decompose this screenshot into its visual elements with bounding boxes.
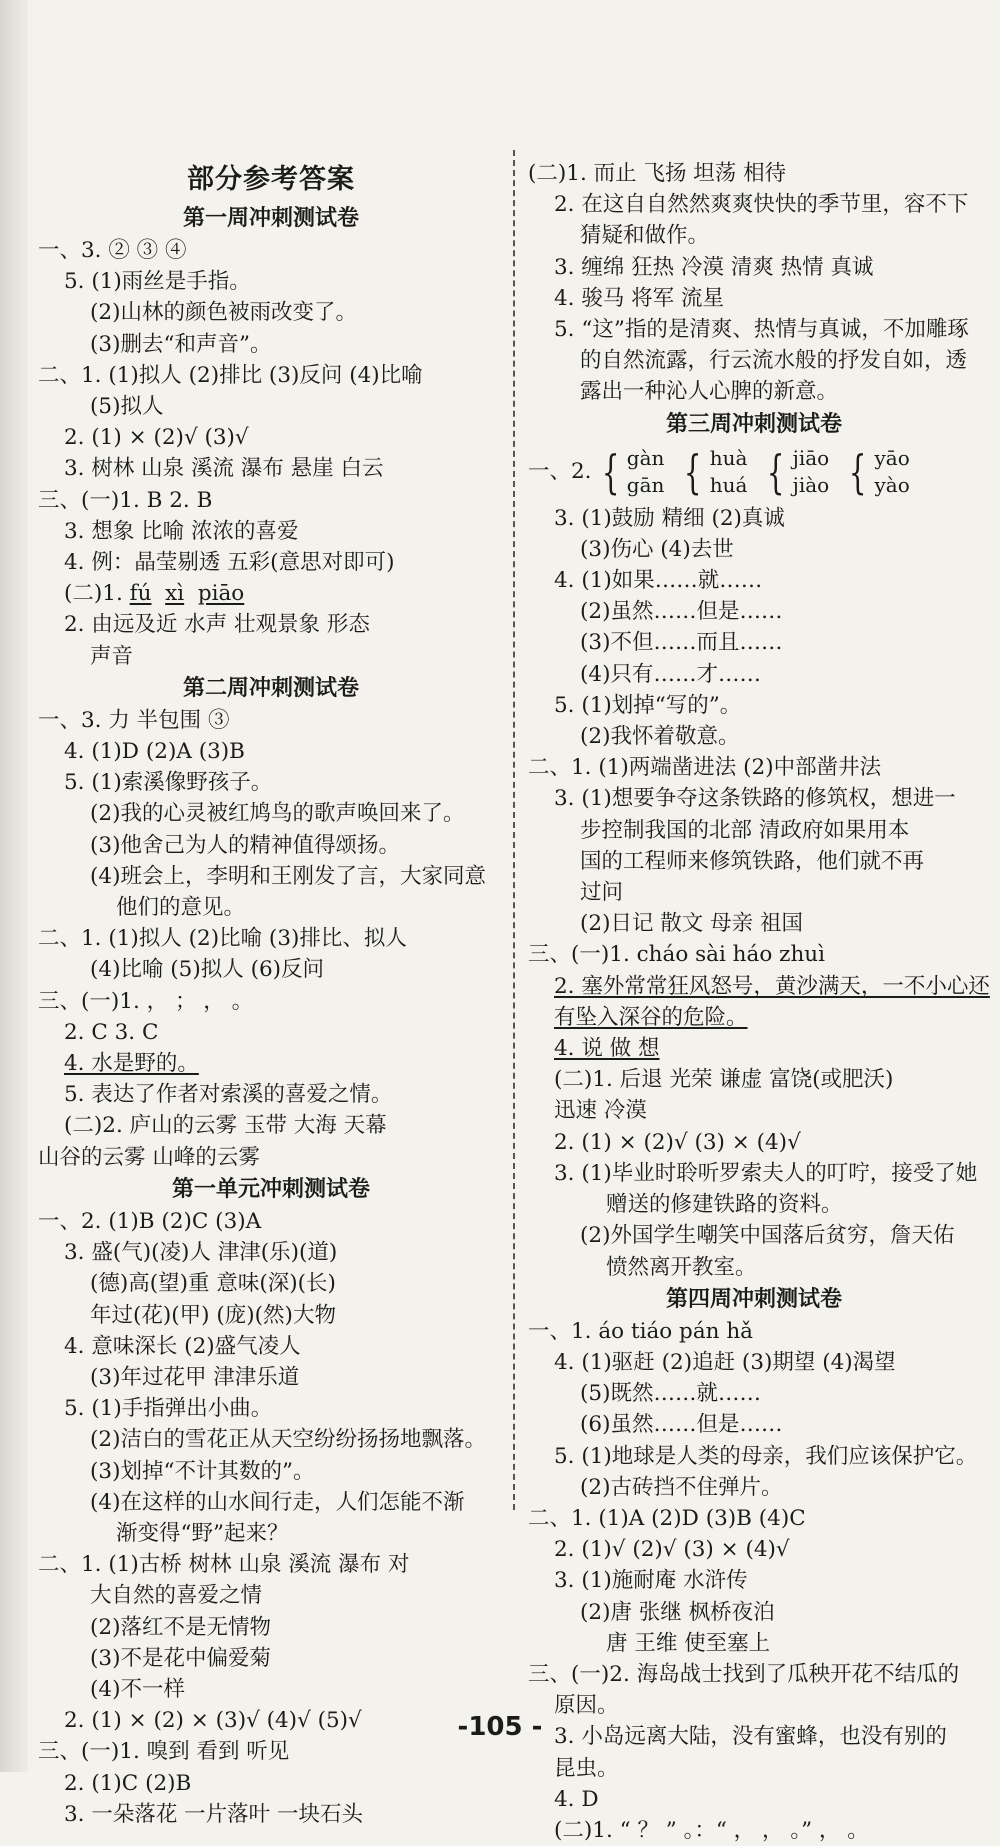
answer-line: (2)我的心灵被红鸠鸟的歌声唤回来了。	[90, 801, 465, 827]
pinyin-pair	[761, 445, 829, 499]
answer-line: (3)他舍己为人的精神值得颂扬。	[90, 832, 400, 858]
brace-icon: {	[767, 444, 785, 499]
pinyin-stack	[710, 445, 748, 499]
answer-line: 原因。	[554, 1693, 619, 1719]
answer-line: (4)比喻 (5)拟人 (6)反问	[90, 957, 325, 983]
pinyin: fú	[129, 581, 152, 607]
pinyin: huà	[709, 445, 748, 470]
pinyin-brace-row	[528, 441, 980, 503]
answer-line: (3)年过花甲 津津乐道	[90, 1364, 300, 1390]
answer-line: (6)虽然……但是……	[580, 1412, 783, 1438]
pinyin: xì	[165, 581, 185, 607]
answer-line: 3. (1)毕业时聆听罗索夫人的叮咛，接受了她	[554, 1160, 978, 1186]
page-title: 部分参考答案	[187, 164, 355, 195]
answer-line: (3)不是花中偏爱菊	[90, 1645, 271, 1671]
pinyin: yào	[874, 472, 910, 497]
answer-line: 3. 一朵落花 一片落叶 一块石头	[64, 1801, 364, 1827]
answer-line: 二、1. (1)拟人 (2)排比 (3)反问 (4)比喻	[38, 362, 423, 388]
underlined-answer: 2. 塞外常常狂风怒号，黄沙满天，一不小心还	[554, 973, 990, 999]
answer-line: 二、1. (1)拟人 (2)比喻 (3)排比、拟人	[38, 926, 407, 952]
answer-line: 5. (1)索溪像野孩子。	[64, 770, 273, 796]
answer-line: (2)外国学生嘲笑中国落后贫穷，詹天佑	[580, 1223, 955, 1249]
answer-line: 迅速 冷漠	[554, 1098, 647, 1124]
pinyin-pair	[678, 445, 747, 499]
answer-line: 三、(一)1. cháo sài háo zhuì	[528, 942, 826, 968]
answer-line: 4. (1)如果……就……	[554, 568, 763, 594]
answer-line: (二)2. 庐山的云雾 玉带 大海 天幕	[64, 1113, 387, 1139]
answer-line: 5. 表达了作者对索溪的喜爱之情。	[64, 1082, 393, 1108]
pinyin-answer-line	[38, 578, 504, 609]
answer-line: 年过(花)(甲) (庞)(然)大物	[90, 1302, 336, 1328]
answer-line: (3)删去“和声音”。	[90, 331, 272, 357]
answer-line: 4. 意味深长 (2)盛气凌人	[64, 1333, 301, 1359]
answer-line: 4. (1)D (2)A (3)B	[64, 739, 245, 765]
column-divider	[513, 150, 515, 1510]
answer-line: 的自然流露，行云流水般的抒发自如，透	[580, 348, 968, 374]
underlined-answer: 有坠入深谷的危险。	[554, 1004, 748, 1030]
answer-line: 2. (1) × (2)√ (3) × (4)√	[554, 1129, 801, 1155]
underlined-text: 4. 水是野的。	[64, 1051, 199, 1077]
answer-line: 猜疑和做作。	[580, 223, 710, 249]
brace-icon: {	[601, 444, 619, 499]
section-title-unit1: 第一单元冲刺测试卷	[171, 1176, 370, 1202]
answer-line: 5. (1)划掉“写的”。	[554, 692, 742, 718]
brace-icon: {	[849, 444, 867, 499]
answer-line: 3. 想象 比喻 浓浓的喜爱	[64, 518, 299, 544]
answer-line: 二、1. (1)古桥 树林 山泉 溪流 瀑布 对	[38, 1552, 410, 1578]
answer-line: 5. (1)雨丝是手指。	[64, 269, 251, 295]
pinyin: gàn	[626, 445, 665, 470]
section-title-week3: 第三周冲刺测试卷	[665, 411, 842, 437]
answer-line: 大自然的喜爱之情	[90, 1583, 263, 1609]
question-number: 一、2.	[528, 459, 592, 485]
answer-line: 露出一种沁人心脾的新意。	[580, 379, 839, 405]
answer-line: (2)我怀着敬意。	[580, 724, 740, 750]
answer-line: 二、1. (1)两端凿进法 (2)中部凿井法	[528, 755, 882, 781]
answer-line: 2. (1)C (2)B	[64, 1770, 192, 1796]
underlined-answer: 4. 说 做 想	[554, 1036, 660, 1062]
answer-line: 2. 由远及近 水声 壮观景象 形态	[64, 612, 370, 638]
pinyin: jiào	[792, 472, 830, 497]
section-title-week2: 第二周冲刺测试卷	[182, 675, 359, 701]
pinyin: huá	[709, 472, 748, 497]
answer-line: 昆虫。	[554, 1755, 619, 1781]
answer-line: 三、(一)2. 海岛战士找到了瓜秧开花不结瓜的	[528, 1661, 960, 1687]
section-title-week4: 第四周冲刺测试卷	[665, 1286, 842, 1312]
answer-line: 3. (1)鼓励 精细 (2)真诚	[554, 505, 785, 531]
answer-line: (2)洁白的雪花正从天空纷纷扬扬地飘落。	[90, 1427, 486, 1453]
answer-line: 2. (1)√ (2)√ (3) × (4)√	[554, 1537, 790, 1563]
answer-line: (4)不一样	[90, 1676, 185, 1702]
answer-line: (3)不但……而且……	[580, 630, 783, 656]
answer-line: 唐 王维 使至塞上	[606, 1630, 771, 1656]
answer-line: 一、3. ② ③ ④	[38, 238, 187, 263]
answer-line: 3. 小岛远离大陆，没有蜜蜂，也没有别的	[554, 1724, 947, 1750]
answer-line: 过问	[580, 880, 624, 906]
answer-line: 2. 在这自自然然爽爽快快的季节里，容不下	[554, 192, 969, 218]
answer-line: (3)伤心 (4)去世	[580, 536, 734, 562]
answer-line: 3. (1)想要争夺这条铁路的修筑权，想进一	[554, 786, 956, 812]
pinyin: gān	[626, 472, 665, 497]
answer-line: 三、(一)1. ， ； ， 。	[38, 988, 254, 1014]
answer-line: (5)既然……就……	[580, 1381, 761, 1407]
answer-line: 国的工程师来修筑铁路，他们就不再	[580, 848, 925, 874]
answer-line: 步控制我国的北部 清政府如果用本	[580, 817, 910, 843]
answer-line: 4. (1)驱赶 (2)追赶 (3)期望 (4)渴望	[554, 1349, 896, 1375]
answer-line: (2)虽然……但是……	[580, 599, 783, 625]
answer-line: (2)日记 散文 母亲 祖国	[580, 911, 803, 937]
answer-line: (2)山林的颜色被雨改变了。	[90, 300, 357, 326]
answer-line: 一、2. (1)B (2)C (3)A	[38, 1208, 262, 1234]
underlined-answer	[38, 1048, 504, 1079]
answer-line: 4. D	[554, 1786, 599, 1812]
answer-line: (二)1. “ ？ ” 。：“ ， ， 。” ， 。	[554, 1817, 869, 1843]
answer-line: 山谷的云雾 山峰的云雾	[38, 1144, 260, 1170]
answer-line: 2. (1) × (2) × (3)√ (4)√ (5)√	[64, 1708, 362, 1734]
answer-line: (3)划掉“不计其数的”。	[90, 1458, 315, 1484]
answer-line: 声音	[90, 643, 134, 669]
answer-line: 3. 盛(气)(凌)人 津津(乐)(道)	[64, 1240, 338, 1266]
page-edge-shadow	[0, 0, 28, 1772]
answer-line: 三、(一)1. 嗅到 看到 听见	[38, 1739, 290, 1765]
answer-line: 5. “这”指的是清爽、热情与真诚，不加雕琢	[554, 317, 969, 343]
right-column	[528, 158, 990, 1846]
answer-line: (2)唐 张继 枫桥夜泊	[580, 1599, 775, 1625]
answer-line: (二)1. 而止 飞扬 坦荡 相待	[528, 161, 787, 186]
answer-line: 一、1. áo tiáo pán hǎ	[528, 1318, 753, 1344]
pinyin-stack	[793, 445, 830, 499]
left-column	[38, 158, 504, 1830]
pinyin: jiāo	[792, 445, 830, 470]
pinyin-stack	[875, 445, 910, 499]
answer-line: 3. (1)施耐庵 水浒传	[554, 1568, 748, 1594]
brace-icon: {	[684, 444, 702, 499]
pinyin-pair	[843, 445, 910, 499]
answer-line: 2. C 3. C	[64, 1019, 159, 1045]
answer-line: (4)班会上，李明和王刚发了言，大家同意	[90, 863, 486, 889]
page-number: -105 -	[457, 1712, 543, 1742]
answer-line: (德)高(望)重 意味(深)(长)	[90, 1271, 336, 1297]
answer-line: 三、(一)1. B 2. B	[38, 487, 213, 513]
pinyin-pair	[596, 445, 665, 499]
answer-line: (4)在这样的山水间行走，人们怎能不渐	[90, 1489, 465, 1515]
answer-line: 他们的意见。	[116, 895, 246, 921]
answer-line: (5)拟人	[90, 394, 164, 420]
answer-line: 一、3. 力 半包围 ③	[38, 707, 230, 733]
pinyin-stack	[627, 445, 665, 499]
answer-line: (2)古砖挡不住弹片。	[580, 1474, 783, 1500]
answer-line: 2. (1) × (2)√ (3)√	[64, 425, 249, 451]
answer-line: (2)落红不是无情物	[90, 1614, 271, 1640]
pinyin: piāo	[197, 581, 245, 607]
answer-line: 3. 树林 山泉 溪流 瀑布 悬崖 白云	[64, 456, 384, 482]
answer-line: 渐变得“野”起来？	[116, 1520, 289, 1546]
pinyin: yāo	[874, 445, 910, 470]
answer-line: 赠送的修建铁路的资料。	[606, 1192, 843, 1218]
answer-line: 3. 缠绵 狂热 冷漠 清爽 热情 真诚	[554, 254, 874, 280]
question-number: (二)1.	[64, 581, 123, 607]
answer-line: (二)1. 后退 光荣 谦虚 富饶(或肥沃)	[554, 1067, 894, 1093]
section-title-week1: 第一周冲刺测试卷	[182, 206, 359, 231]
answer-line: 5. (1)地球是人类的母亲，我们应该保护它。	[554, 1443, 978, 1469]
answer-line: 4. 骏马 将军 流星	[554, 285, 725, 311]
answer-line: 愤然离开教室。	[606, 1254, 757, 1280]
answer-line: 二、1. (1)A (2)D (3)B (4)C	[528, 1505, 806, 1531]
answer-line: 4. 例：晶莹剔透 五彩(意思对即可)	[64, 550, 395, 576]
answer-line: (4)只有……才……	[580, 661, 761, 687]
answer-line: 5. (1)手指弹出小曲。	[64, 1396, 273, 1422]
